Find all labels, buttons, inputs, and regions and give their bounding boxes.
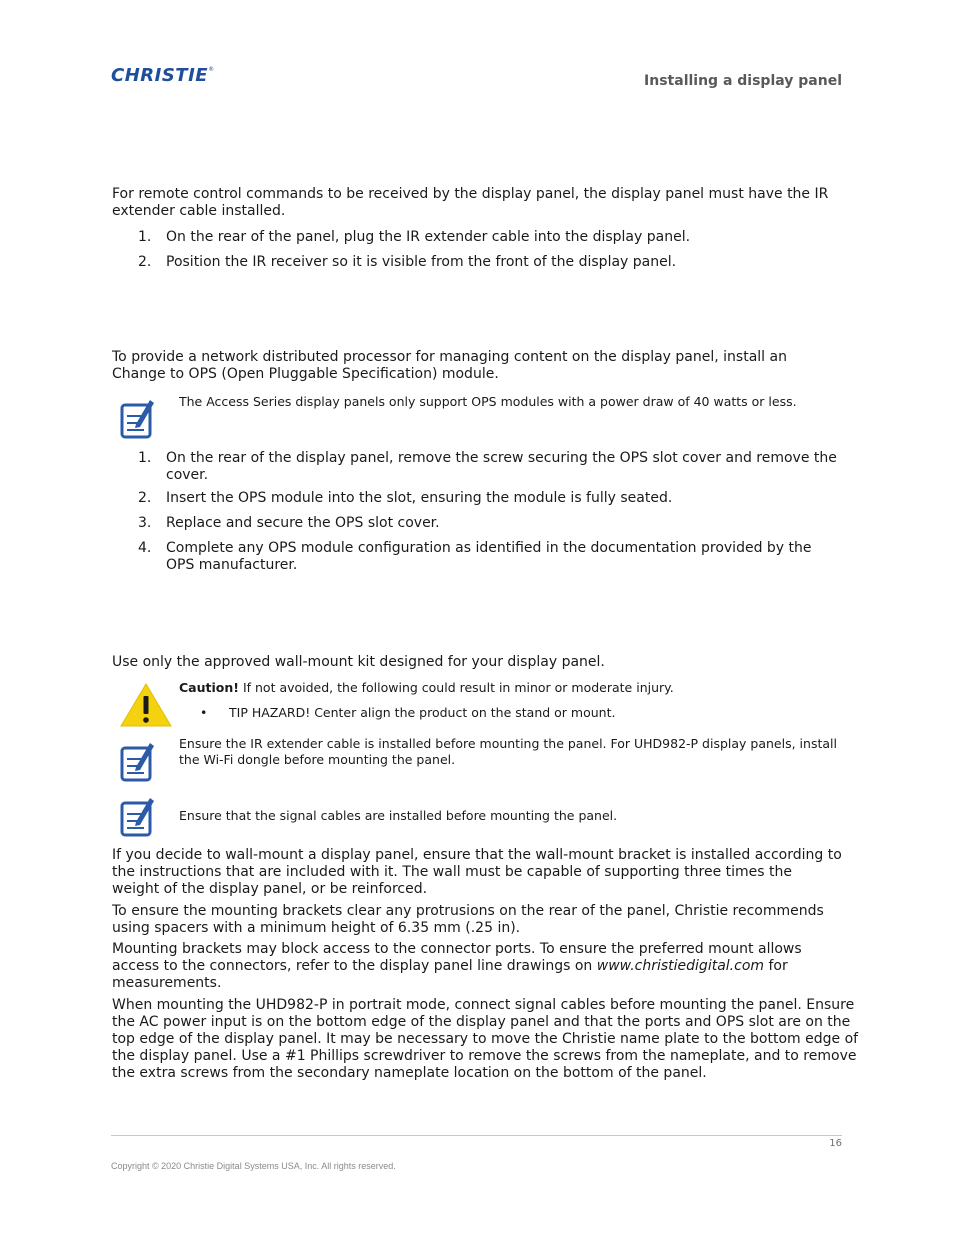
caution-triangle-icon bbox=[119, 682, 173, 728]
step-text: On the rear of the display panel, remove the screw securing the OPS slot cover and remove the cover. bbox=[166, 450, 837, 483]
caution-statement bbox=[179, 680, 849, 696]
step-number: 2. bbox=[138, 254, 152, 270]
page-number: 16 bbox=[829, 1138, 842, 1149]
note-pencil-icon bbox=[119, 795, 155, 837]
step-number: 4. bbox=[138, 540, 152, 556]
caution-bullet bbox=[200, 705, 800, 721]
step-text: Insert the OPS module into the slot, ensuring the module is fully seated. bbox=[166, 490, 673, 506]
ops-step-2 bbox=[138, 490, 838, 507]
footer-rule bbox=[111, 1135, 842, 1136]
ops-step-4 bbox=[138, 540, 838, 574]
ops-note: The Access Series display panels only support OPS modules with a power draw of 40 watts or less. bbox=[179, 394, 797, 409]
ir-intro: For remote control commands to be received by the display panel, the display panel must have the IR extender cable installed. bbox=[112, 186, 829, 219]
step-text: Complete any OPS module configuration as identified in the documentation provided by the OPS manufacturer. bbox=[166, 540, 812, 573]
mount-note-signal: Ensure that the signal cables are installed before mounting the panel. bbox=[179, 808, 618, 823]
mount-intro: Use only the approved wall-mount kit designed for your display panel. bbox=[112, 654, 605, 670]
running-head: Installing a display panel bbox=[644, 73, 842, 89]
step-number: 1. bbox=[138, 229, 152, 245]
copyright: Copyright © 2020 Christie Digital Systems USA, Inc. All rights reserved. bbox=[111, 1161, 396, 1171]
logo-text: CHRISTIE bbox=[111, 65, 209, 86]
note-pencil-icon bbox=[119, 397, 155, 439]
ops-step-3 bbox=[138, 515, 838, 532]
bullet-dot: • bbox=[200, 705, 208, 720]
step-text: On the rear of the panel, plug the IR extender cable into the display panel. bbox=[166, 229, 691, 245]
logo-registered-mark: ® bbox=[208, 66, 215, 73]
ops-intro: To provide a network distributed processor for managing content on the display panel, install an Change to OPS (Open Pluggable Specification) module. bbox=[112, 349, 787, 382]
mount-note-ir: Ensure the IR extender cable is installed before mounting the panel. For UHD982-P display panels, install the Wi-Fi dongle before mounting the panel. bbox=[179, 736, 837, 767]
ir-step-2 bbox=[138, 254, 838, 271]
ir-step-1 bbox=[138, 229, 838, 246]
para-text: Mounting brackets may block access to the connector ports. To ensure the preferred mount allows access to the connectors, refer to the display panel line drawings on bbox=[112, 941, 802, 974]
caution-label: Caution! bbox=[179, 680, 239, 695]
mount-para-bracket: If you decide to wall-mount a display panel, ensure that the wall-mount bracket is installed according to the instructions that are included with it. The wall must be capable of supporting three times the weight of the display panel, or be reinforced. bbox=[112, 847, 842, 897]
step-number: 1. bbox=[138, 450, 152, 466]
step-text: Replace and secure the OPS slot cover. bbox=[166, 515, 440, 531]
mount-para-portrait: When mounting the UHD982-P in portrait mode, connect signal cables before mounting the panel. Ensure the AC power input is on the bottom edge of the display panel and that the ports and OPS slot are on the top edge of the display panel. It may be necessary to move the Christie name plate to the bottom edge of the display panel. Use a #1 Phillips screwdriver to remove the screws from the nameplate, and to remove the extra screws from the secondary nameplate location on the bottom of the panel. bbox=[112, 997, 859, 1081]
step-text: Position the IR receiver so it is visible from the front of the display panel. bbox=[166, 254, 677, 270]
mount-para-spacers: To ensure the mounting brackets clear any protrusions on the rear of the panel, Christie recommends using spacers with a minimum height of 6.35 mm (.25 in). bbox=[112, 903, 824, 936]
christie-logo bbox=[111, 66, 221, 86]
mount-para-connectors bbox=[112, 941, 842, 992]
bullet-text: TIP HAZARD! Center align the product on the stand or mount. bbox=[229, 705, 616, 720]
caution-text: If not avoided, the following could result in minor or moderate injury. bbox=[238, 680, 674, 695]
ops-step-1 bbox=[138, 450, 838, 484]
christie-website-link[interactable]: www.christiedigital.com bbox=[596, 958, 765, 974]
para-text: for measurements. bbox=[112, 958, 788, 991]
note-pencil-icon bbox=[119, 740, 155, 782]
step-number: 2. bbox=[138, 490, 152, 506]
step-number: 3. bbox=[138, 515, 152, 531]
